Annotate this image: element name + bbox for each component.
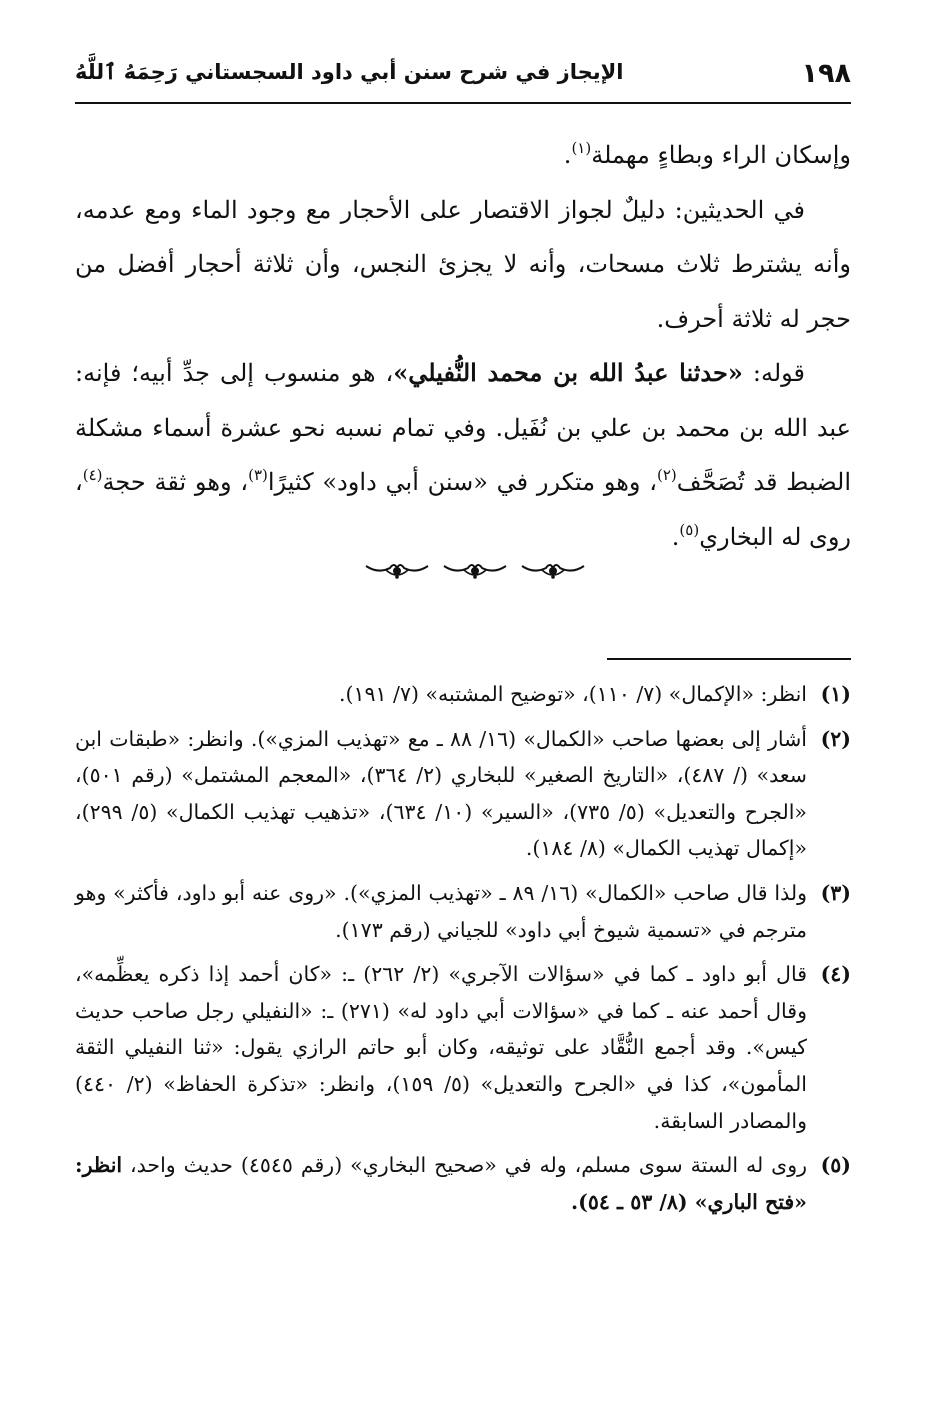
footnote-4: [75, 956, 851, 1139]
main-text: [75, 128, 851, 564]
footnote-5: [75, 1147, 851, 1220]
footnote-number: (٣): [820, 880, 851, 905]
page-header: [75, 50, 851, 104]
floral-ornament-icon: [520, 558, 586, 580]
footnote-number: (٥): [820, 1153, 851, 1178]
paragraph-3: قوله: «حدثنا عبدُ الله بن محمد النُّفيلي»، هو منسوب إلى جدِّ أبيه؛ فإنه: عبد الله بن محمد بن علي بن نُفَيل. وفي تمام نسبه نحو عشرة أسماء مشكلة الضبط قد تُصَحَّف$^{(٢)}$، وهو متكرر في «سنن أبي داود» كثيرًا$^{(٣)}$، وهو ثقة حجة$^{(٤)}$، روى له البخاري$^{(٥)}$.: [75, 358, 851, 551]
footnote-text: ولذا قال صاحب «الكمال» (١٦/ ٨٩ ـ «تهذيب المزي»). «روى عنه أبو داود، فأكثر» وهو مترجم في «تسمية شيوخ أبي داود» للجياني (رقم ١٧٣).: [75, 880, 807, 942]
footnote-3: [75, 875, 851, 948]
footnote-ref-3[interactable]: (٣): [248, 466, 268, 484]
page-number: ١٩٨: [801, 58, 851, 89]
floral-ornament-icon: [364, 558, 430, 580]
footnote-ref-2[interactable]: (٢): [656, 466, 677, 484]
paragraph-2: في الحديثين: دليلٌ لجواز الاقتصار على الأحجار مع وجود الماء ومع عدمه، وأنه يشترط ثلاث مسحات، وأنه لا يجزئ النجس، وأن ثلاثة أحجار أفضل من حجر له ثلاثة أحرف.: [75, 195, 851, 333]
running-title: الإيجاز في شرح سنن أبي داود السجستاني رَحِمَهُ ٱللَّهُ: [75, 60, 624, 84]
floral-ornament-icon: [442, 558, 508, 580]
fath-albari-reference: انظر: «فتح الباري» (٨/ ٥٣ ـ ٥٤).: [75, 1153, 807, 1214]
paragraph-1: وإسكان الراء وبطاءٍ مهملة$^{(١)}$.: [563, 139, 851, 169]
footnote-separator: [607, 658, 851, 660]
footnote-ref-1[interactable]: (١): [571, 139, 592, 157]
footnote-2: [75, 721, 851, 867]
footnote-number: (١): [820, 682, 851, 706]
narrator-quote: «حدثنا عبدُ الله بن محمد النُّفيلي»: [393, 358, 743, 387]
footnotes: [75, 676, 851, 1228]
footnote-text: أشار إلى بعضها صاحب «الكمال» (١٦/ ٨٨ ـ مع «تهذيب المزي»). وانظر: «طبقات ابن سعد» (/ ٤٨٧)، «التاريخ الصغير» للبخاري (٢/ ٣٦٤)، «المعجم المشتمل» (رقم ٥٠١)، «الجرح والتعديل» (٥/ ٧٣٥)، «السير» (١٠/ ٦٣٤)، «تذهيب تهذيب الكمال» (٥/ ٢٩٩)، «إكمال تهذيب الكمال» (٨/ ١٨٤).: [75, 726, 807, 861]
section-ornament: [0, 558, 949, 588]
footnote-text: روى له الستة سوى مسلم، وله في «صحيح البخاري» (رقم ٤٥٤٥) حديث واحد، انظر: «فتح الباري» (٨/ ٥٣ ـ ٥٤).: [75, 1153, 807, 1214]
footnote-number: (٢): [820, 726, 851, 751]
footnote-ref-5[interactable]: (٥): [679, 520, 700, 539]
footnote-text: قال أبو داود ـ كما في «سؤالات الآجري» (٢/ ٢٦٢) ـ: «كان أحمد إذا ذكره يعظِّمه»، وقال أحمد عنه ـ كما في «سؤالات أبي داود له» (٢٧١) ـ: «النفيلي رجل صاحب حديث كيس». وقد أجمع النُّقَّاد على توثيقه، وكان أبو حاتم الرازي يقول: «ثنا النفيلي الثقة المأمون»، كذا في «الجرح والتعديل» (٥/ ١٥٩)، وانظر: «تذكرة الحفاظ» (٢/ ٤٤٠) والمصادر السابقة.: [75, 962, 807, 1133]
footnote-number: (٤): [820, 962, 851, 987]
footnote-text: انظر: «الإكمال» (٧/ ١١٠)، «توضيح المشتبه» (٧/ ١٩١).: [338, 682, 807, 706]
footnote-ref-4[interactable]: (٤): [82, 466, 103, 484]
footnote-1: [75, 676, 851, 713]
